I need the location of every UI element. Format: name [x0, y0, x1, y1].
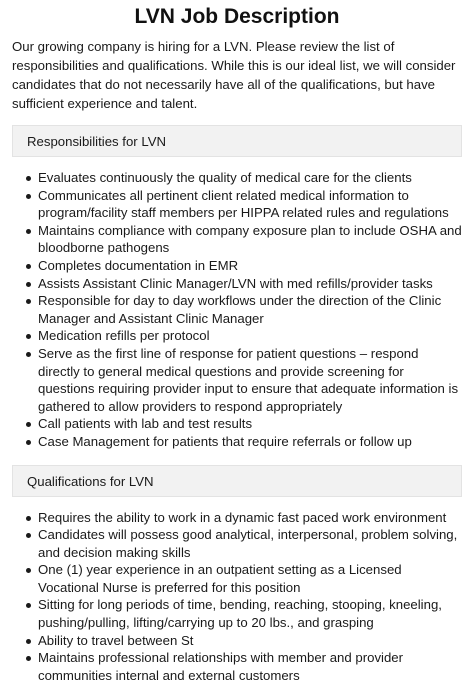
job-description-page	[0, 5, 474, 697]
qualifications-header: Qualifications for LVN	[12, 465, 462, 497]
list-item: Medication refills per protocol	[38, 327, 462, 345]
list-item: Case Management for patients that require referrals or follow up	[38, 433, 462, 451]
responsibilities-list	[12, 169, 462, 451]
list-item: Sitting for long periods of time, bending, reaching, stooping, kneeling, pushing/pulling, lifting/carrying up to 20 lbs., and grasping	[38, 596, 462, 631]
list-item: Call patients with lab and test results	[38, 415, 462, 433]
list-item: Assists Assistant Clinic Manager/LVN with med refills/provider tasks	[38, 275, 462, 293]
list-item: Requires the ability to work in a dynamic fast paced work environment	[38, 509, 462, 527]
responsibilities-header: Responsibilities for LVN	[12, 125, 462, 157]
list-item: One (1) year experience in an outpatient setting as a Licensed Vocational Nurse is preferred for this position	[38, 561, 462, 596]
list-item: Communicates all pertinent client related medical information to program/facility staff members per HIPPA related rules and regulations	[38, 187, 462, 222]
list-item: Maintains professional relationships with member and provider communities internal and external customers	[38, 649, 462, 684]
qualifications-list	[12, 509, 462, 685]
intro-paragraph: Our growing company is hiring for a LVN. Please review the list of responsibilities and qualifications. While this is our ideal list, we will consider candidates that do not necessarily have all of the qualifications, but have sufficient experience and talent.	[12, 39, 456, 111]
list-item: Maintains compliance with company exposure plan to include OSHA and bloodborne pathogens	[38, 222, 462, 256]
list-item: Ability to travel between St	[38, 632, 462, 650]
list-item: Serve as the first line of response for patient questions – respond directly to general medical questions and provide screening for questions requiring provider input to ensure that adequate information is gathered to allow providers to respond appropriately	[38, 345, 462, 415]
page-title: LVN Job Description	[134, 5, 340, 28]
list-item: Completes documentation in EMR	[38, 257, 462, 275]
list-item: Evaluates continuously the quality of medical care for the clients	[38, 169, 462, 187]
list-item: Responsible for day to day workflows under the direction of the Clinic Manager and Assistant Clinic Manager	[38, 292, 462, 327]
list-item: Candidates will possess good analytical, interpersonal, problem solving, and decision making skills	[38, 526, 462, 561]
